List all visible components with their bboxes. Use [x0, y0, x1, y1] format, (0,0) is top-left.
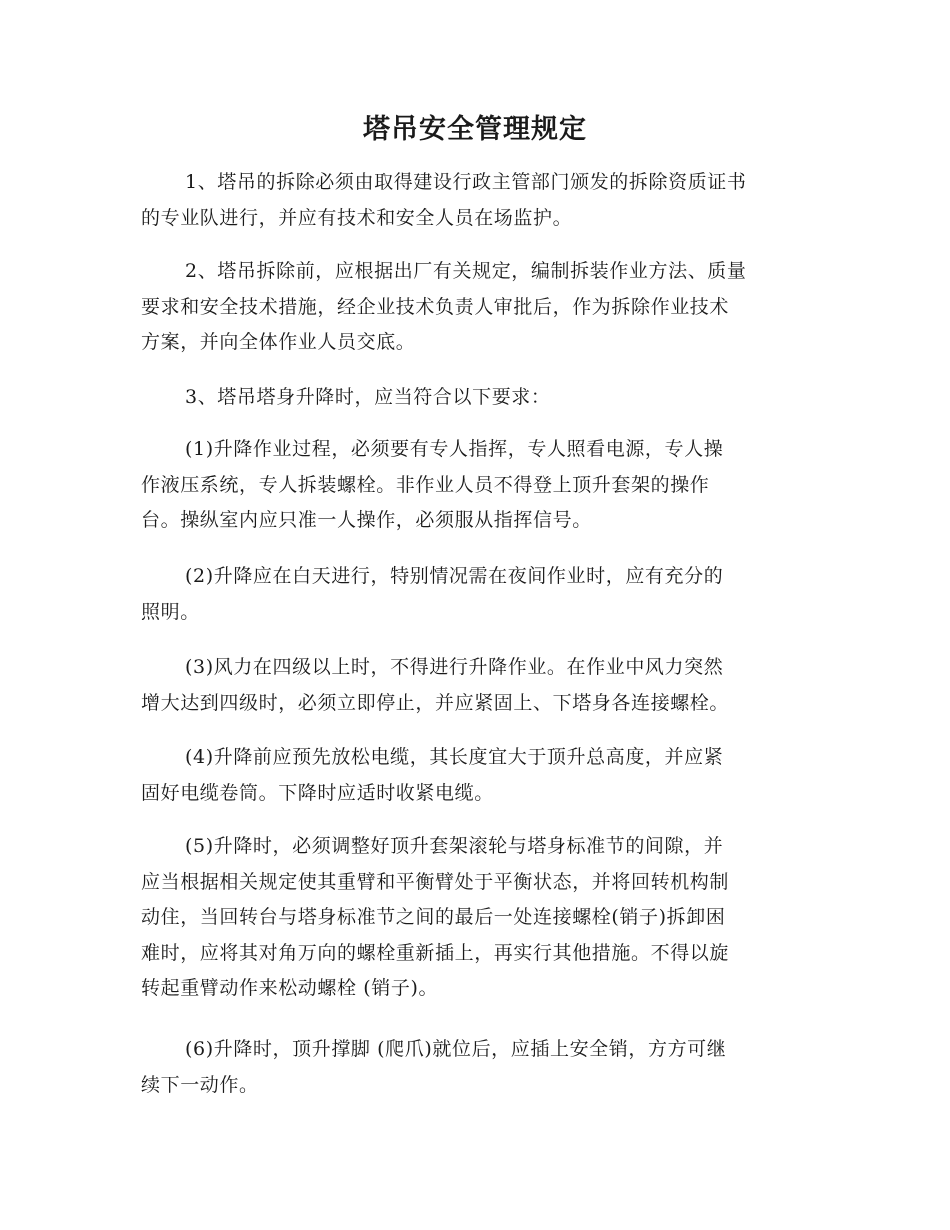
document-title: 塔吊安全管理规定: [363, 114, 587, 145]
paragraph-line: 应当根据相关规定使其重臂和平衡臂处于平衡状态，并将回转机构制: [141, 870, 730, 893]
paragraph-line: (4)升降前应预先放松电缆，其长度宜大于顶升总高度，并应紧: [185, 746, 724, 768]
paragraph-8: [141, 829, 813, 1007]
paragraph-line: (6)升降时，顶升撑脚 (爬爪)就位后，应插上安全销，方方可继: [185, 1038, 727, 1060]
paragraph-2: [141, 254, 813, 361]
paragraph-line: 1、塔吊的拆除必须由取得建设行政主管部门颁发的拆除资质证书: [185, 171, 747, 193]
paragraph-line: 3、塔吊塔身升降时，应当符合以下要求：: [185, 386, 551, 408]
paragraph-line: 要求和安全技术措施，经企业技术负责人审批后，作为拆除作业技术: [141, 295, 730, 318]
paragraph-6: [141, 650, 813, 721]
paragraph-line: 2、塔吊拆除前，应根据出厂有关规定，编制拆装作业方法、质量: [185, 260, 747, 282]
paragraph-9: [141, 1032, 813, 1103]
paragraph-line: (3)风力在四级以上时，不得进行升降作业。在作业中风力突然: [185, 656, 724, 678]
paragraph-line: 的专业队进行，并应有技术和安全人员在场监护。: [141, 206, 573, 229]
paragraph-line: (5)升降时，必须调整好顶升套架滚轮与塔身标准节的间隙，并: [185, 835, 724, 857]
paragraph-1: [141, 165, 813, 236]
paragraph-3: [141, 380, 813, 416]
paragraph-line: (2)升降应在白天进行，特别情况需在夜间作业时，应有充分的: [185, 565, 724, 587]
paragraph-7: [141, 740, 813, 811]
paragraph-line: 照明。: [141, 600, 200, 623]
paragraph-line: 台。操纵室内应只准一人操作，必须服从指挥信号。: [141, 509, 592, 531]
paragraph-line: (1)升降作业过程，必须要有专人指挥，专人照看电源，专人操: [185, 438, 724, 460]
paragraph-line: 动住，当回转台与塔身标准节之间的最后一处连接螺栓(销子)拆卸困: [141, 906, 726, 928]
paragraph-line: 续下一动作。: [141, 1073, 259, 1096]
paragraph-line: 方案，并向全体作业人员交底。: [141, 331, 416, 353]
paragraph-line: 增大达到四级时，必须立即停止，并应紧固上、下塔身各连接螺栓。: [141, 691, 730, 714]
paragraph-line: 固好电缆卷筒。下降时应适时收紧电缆。: [141, 781, 494, 804]
paragraph-4: [141, 432, 813, 539]
paragraph-5: [141, 559, 813, 630]
paragraph-line: 难时，应将其对角万向的螺栓重新插上，再实行其他措施。不得以旋: [141, 941, 730, 964]
paragraph-line: 转起重臂动作来松动螺栓 (销子)。: [141, 977, 439, 999]
paragraph-line: 作液压系统，专人拆装螺栓。非作业人员不得登上顶升套架的操作: [141, 473, 710, 496]
